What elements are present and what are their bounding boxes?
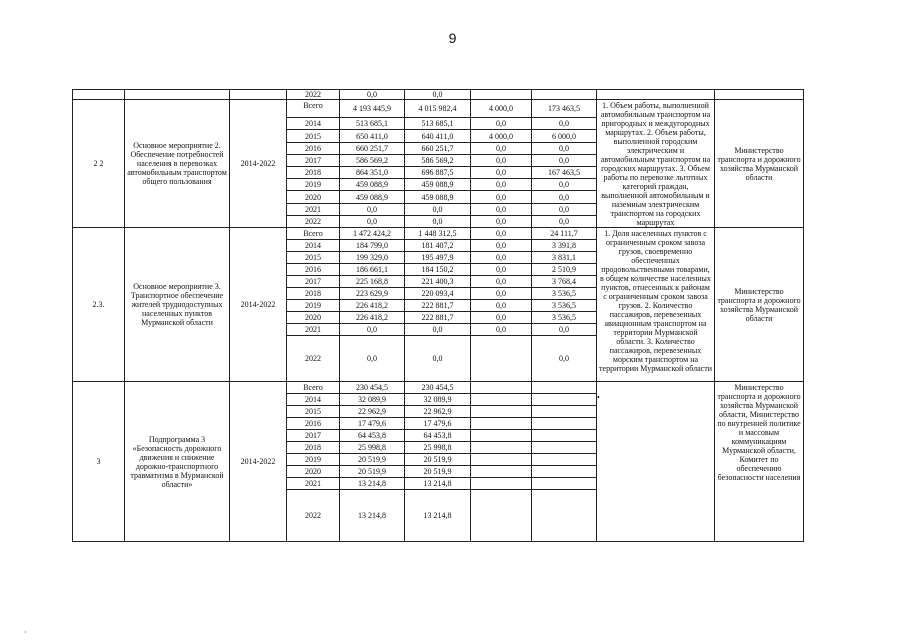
- regional-cell: 220 093,4: [405, 288, 471, 300]
- regional-cell: 184 150,2: [405, 264, 471, 276]
- year-cell: Всего: [287, 382, 340, 394]
- federal-cell: [471, 430, 532, 442]
- total-cell: 17 479,6: [340, 418, 405, 430]
- other-cell: 3 536,5: [532, 312, 597, 324]
- regional-cell: 660 251,7: [405, 142, 471, 154]
- total-cell: 650 411,0: [340, 130, 405, 142]
- regional-cell: 459 088,9: [405, 191, 471, 203]
- federal-cell: [471, 490, 532, 542]
- year-cell: 2017: [287, 276, 340, 288]
- section-id: 2 2: [73, 100, 125, 228]
- other-cell: 2 510,9: [532, 264, 597, 276]
- other-cell: 0,0: [532, 191, 597, 203]
- total-cell: 864 351,0: [340, 167, 405, 179]
- regional-cell: 586 569,2: [405, 154, 471, 166]
- federal-cell: 0,0: [471, 215, 532, 227]
- federal-cell: [471, 442, 532, 454]
- regional-cell: 222 881,7: [405, 300, 471, 312]
- total-cell: 64 453,8: [340, 430, 405, 442]
- federal-cell: 0,0: [471, 300, 532, 312]
- total-cell: 226 418,2: [340, 312, 405, 324]
- regional-cell: 22 962,9: [405, 406, 471, 418]
- table-row: [73, 90, 804, 100]
- federal-cell: [471, 394, 532, 406]
- year-cell: 2014: [287, 394, 340, 406]
- table-body: [73, 90, 804, 542]
- total-cell: 199 329,0: [340, 252, 405, 264]
- federal-cell: 0,0: [471, 142, 532, 154]
- year-cell: 2014: [287, 240, 340, 252]
- year-cell: 2015: [287, 252, 340, 264]
- other-cell: 0,0: [532, 336, 597, 382]
- executor-cell: Министерство транспорта и дорожного хозяйства Мурманской области, Министерство по внутренней политике и массовым коммуникациям Мурманской области, Комитет по обеспечению безопасности населения: [715, 382, 804, 542]
- year-cell: 2016: [287, 264, 340, 276]
- year-cell: Всего: [287, 100, 340, 118]
- regional-cell: 64 453,8: [405, 430, 471, 442]
- year-cell: 2016: [287, 418, 340, 430]
- regional-cell: 0,0: [405, 203, 471, 215]
- federal-cell: [471, 418, 532, 430]
- federal-cell: 0,0: [471, 167, 532, 179]
- page-number: 9: [448, 30, 457, 46]
- executor-cell: Министерство транспорта и дорожного хозяйства Мурманской области: [715, 100, 804, 228]
- section-id: 2.3.: [73, 228, 125, 382]
- executor-cell: Министерство транспорта и дорожного хозяйства Мурманской области: [715, 228, 804, 382]
- regional-cell: 181 407,2: [405, 240, 471, 252]
- federal-cell: 0,0: [471, 179, 532, 191]
- other-cell: 0,0: [532, 203, 597, 215]
- regional-cell: 17 479,6: [405, 418, 471, 430]
- year-cell: 2021: [287, 478, 340, 490]
- other-cell: 24 111,7: [532, 228, 597, 240]
- other-cell: 3 768,4: [532, 276, 597, 288]
- total-cell: 225 168,8: [340, 276, 405, 288]
- total-cell: 230 454,5: [340, 382, 405, 394]
- section-period: 2014-2022: [230, 100, 287, 228]
- section-title: Основное мероприятие 2. Обеспечение потребностей населения в перевозках автомобильным транспортом общего пользования: [125, 100, 230, 228]
- year-cell: 2021: [287, 324, 340, 336]
- total-cell: 0,0: [340, 203, 405, 215]
- federal-cell: 0,0: [471, 191, 532, 203]
- regional-cell: 0,0: [405, 90, 471, 100]
- year-cell: 2018: [287, 288, 340, 300]
- regional-cell: 13 214,8: [405, 478, 471, 490]
- regional-cell: 32 089,9: [405, 394, 471, 406]
- other-cell: 0,0: [532, 215, 597, 227]
- federal-cell: 0,0: [471, 240, 532, 252]
- other-cell: [532, 430, 597, 442]
- federal-cell: 0,0: [471, 324, 532, 336]
- total-cell: 20 519,9: [340, 454, 405, 466]
- federal-cell: 0,0: [471, 312, 532, 324]
- other-cell: 3 831,1: [532, 252, 597, 264]
- federal-cell: 0,0: [471, 288, 532, 300]
- year-cell: 2014: [287, 118, 340, 130]
- other-cell: [532, 406, 597, 418]
- section-period: 2014-2022: [230, 382, 287, 542]
- regional-cell: 0,0: [405, 324, 471, 336]
- year-cell: 2020: [287, 191, 340, 203]
- table-row: [73, 228, 804, 240]
- total-cell: 513 685,1: [340, 118, 405, 130]
- total-cell: 459 088,9: [340, 191, 405, 203]
- section-title: Основное мероприятие 3. Транспортное обеспечение жителей труднодоступных населенных пунктов Мурманской области: [125, 228, 230, 382]
- total-cell: 186 661,1: [340, 264, 405, 276]
- other-cell: 0,0: [532, 179, 597, 191]
- regional-cell: 25 998,8: [405, 442, 471, 454]
- regional-cell: 640 411,0: [405, 130, 471, 142]
- federal-cell: 4 000,0: [471, 100, 532, 118]
- other-cell: [532, 466, 597, 478]
- federal-cell: 0,0: [471, 118, 532, 130]
- regional-cell: 195 497,9: [405, 252, 471, 264]
- total-cell: 223 629,9: [340, 288, 405, 300]
- federal-cell: [471, 466, 532, 478]
- regional-cell: 20 519,9: [405, 466, 471, 478]
- other-cell: 3 391,8: [532, 240, 597, 252]
- regional-cell: 1 448 312,5: [405, 228, 471, 240]
- year-cell: 2022: [287, 215, 340, 227]
- other-cell: [532, 478, 597, 490]
- other-cell: 0,0: [532, 324, 597, 336]
- regional-cell: 20 519,9: [405, 454, 471, 466]
- results-cell: 1. Доля населенных пунктов с ограниченным сроком завоза грузов, своевременно обеспеченных продовольственными товарами, в общем количестве населенных пунктов, отнесенных к районам с ограниченным сроком завоза грузов. 2. Количество пассажиров, перевезенных авиационным транспортом на территории Мурманской области. 3. Количество пассажиров, перевезенных морским транспортом на территории Мурманской области: [597, 228, 715, 382]
- other-cell: [532, 442, 597, 454]
- federal-cell: 0,0: [471, 203, 532, 215]
- other-cell: 173 463,5: [532, 100, 597, 118]
- federal-cell: [471, 406, 532, 418]
- stray-mark: •: [597, 393, 600, 402]
- regional-cell: 0,0: [405, 336, 471, 382]
- year-cell: 2017: [287, 154, 340, 166]
- year-cell: 2020: [287, 466, 340, 478]
- section-period: 2014-2022: [230, 228, 287, 382]
- total-cell: 13 214,8: [340, 478, 405, 490]
- other-cell: 3 536,5: [532, 288, 597, 300]
- federal-cell: 0,0: [471, 228, 532, 240]
- federal-cell: 0,0: [471, 276, 532, 288]
- other-cell: 0,0: [532, 154, 597, 166]
- total-cell: 1 472 424,2: [340, 228, 405, 240]
- federal-cell: [471, 478, 532, 490]
- other-cell: 167 463,5: [532, 167, 597, 179]
- total-cell: 0,0: [340, 90, 405, 100]
- regional-cell: 13 214,8: [405, 490, 471, 542]
- regional-cell: 0,0: [405, 215, 471, 227]
- year-cell: 2018: [287, 442, 340, 454]
- regional-cell: 696 887,5: [405, 167, 471, 179]
- total-cell: 0,0: [340, 324, 405, 336]
- federal-cell: [471, 382, 532, 394]
- margin-tick: ·: [24, 628, 27, 637]
- year-cell: 2022: [287, 490, 340, 542]
- regional-cell: 222 881,7: [405, 312, 471, 324]
- results-cell: [597, 382, 715, 542]
- year-cell: 2019: [287, 300, 340, 312]
- section-id: 3: [73, 382, 125, 542]
- year-cell: 2015: [287, 406, 340, 418]
- year-cell: 2017: [287, 430, 340, 442]
- total-cell: 660 251,7: [340, 142, 405, 154]
- regional-cell: 221 400,3: [405, 276, 471, 288]
- regional-cell: 513 685,1: [405, 118, 471, 130]
- total-cell: 0,0: [340, 215, 405, 227]
- other-cell: 6 000,0: [532, 130, 597, 142]
- other-cell: 0,0: [532, 118, 597, 130]
- year-cell: 2022: [287, 90, 340, 100]
- year-cell: 2015: [287, 130, 340, 142]
- total-cell: 22 962,9: [340, 406, 405, 418]
- year-cell: 2021: [287, 203, 340, 215]
- results-cell: 1. Объем работы, выполненной автомобильным транспортом на пригородных и междугородных маршрутах. 2. Объем работы, выполненной городским электрическим и автомобильным транспортом на городских маршрутах. 3. Объем работы по перевозке льготных категорий граждан, выполненной автомобильным и наземным электрическим транспортом на городских маршрутах: [597, 100, 715, 228]
- total-cell: 13 214,8: [340, 490, 405, 542]
- year-cell: Всего: [287, 228, 340, 240]
- year-cell: 2016: [287, 142, 340, 154]
- other-cell: 3 536,5: [532, 300, 597, 312]
- other-cell: [532, 490, 597, 542]
- total-cell: 25 998,8: [340, 442, 405, 454]
- other-cell: [532, 382, 597, 394]
- federal-cell: [471, 454, 532, 466]
- other-cell: [532, 394, 597, 406]
- program-table: [72, 89, 804, 542]
- other-cell: [532, 454, 597, 466]
- year-cell: 2020: [287, 312, 340, 324]
- total-cell: 184 799,0: [340, 240, 405, 252]
- total-cell: 4 193 445,9: [340, 100, 405, 118]
- table-row: [73, 100, 804, 118]
- other-cell: [532, 418, 597, 430]
- year-cell: 2018: [287, 167, 340, 179]
- regional-cell: 459 088,9: [405, 179, 471, 191]
- year-cell: 2022: [287, 336, 340, 382]
- other-cell: 0,0: [532, 142, 597, 154]
- federal-cell: 0,0: [471, 264, 532, 276]
- federal-cell: 0,0: [471, 154, 532, 166]
- year-cell: 2019: [287, 179, 340, 191]
- total-cell: 20 519,9: [340, 466, 405, 478]
- regional-cell: 230 454,5: [405, 382, 471, 394]
- year-cell: 2019: [287, 454, 340, 466]
- total-cell: 459 088,9: [340, 179, 405, 191]
- total-cell: 586 569,2: [340, 154, 405, 166]
- total-cell: 226 418,2: [340, 300, 405, 312]
- table-row: [73, 382, 804, 394]
- regional-cell: 4 015 982,4: [405, 100, 471, 118]
- federal-cell: 0,0: [471, 252, 532, 264]
- total-cell: 32 089,9: [340, 394, 405, 406]
- federal-cell: 4 000,0: [471, 130, 532, 142]
- section-title: Подпрограмма 3 «Безопасность дорожного движения и снижение дорожно-транспортного травматизма в Мурманской области»: [125, 382, 230, 542]
- total-cell: 0,0: [340, 336, 405, 382]
- federal-cell: [471, 336, 532, 382]
